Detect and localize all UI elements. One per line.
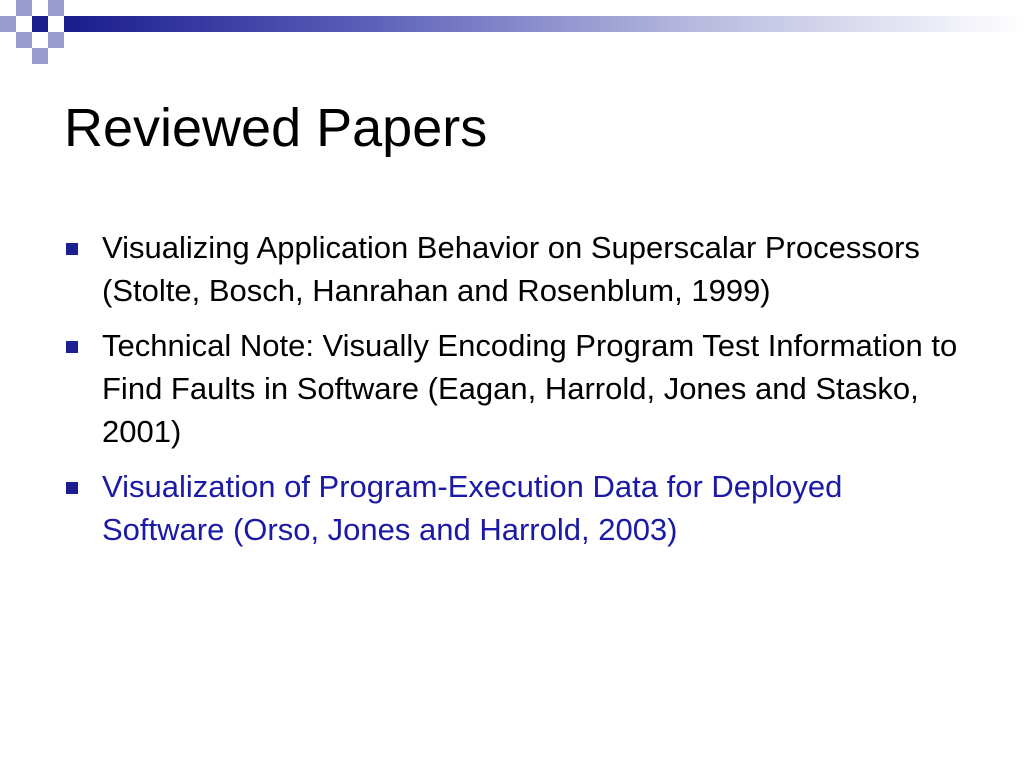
decorative-square	[32, 48, 48, 64]
bullet-text: Visualizing Application Behavior on Superscalar Processors (Stolte, Bosch, Hanrahan and Rosenblum, 1999)	[102, 230, 920, 308]
slide-title: Reviewed Papers	[64, 98, 488, 158]
bullet-list	[64, 226, 964, 563]
header-gradient-bar	[80, 16, 1024, 32]
bullet-link-text[interactable]: Visualization of Program-Execution Data for Deployed Software (Orso, Jones and Harrold, 2003)	[102, 469, 843, 547]
square-bullet-icon	[66, 243, 78, 255]
decorative-square	[32, 16, 48, 32]
bullet-item-stolte-1999	[64, 226, 964, 312]
decorative-square	[64, 16, 80, 32]
decorative-square	[0, 16, 16, 32]
bullet-item-eagan-2001	[64, 324, 964, 453]
decorative-square	[16, 32, 32, 48]
decorative-square	[48, 0, 64, 16]
decorative-square	[48, 32, 64, 48]
bullet-item-orso-2003[interactable]	[64, 465, 964, 551]
square-bullet-icon	[66, 482, 78, 494]
bullet-text: Technical Note: Visually Encoding Program Test Information to Find Faults in Software (Eagan, Harrold, Jones and Stasko, 2001)	[102, 328, 958, 449]
square-bullet-icon	[66, 341, 78, 353]
header-decoration	[0, 0, 1024, 70]
decorative-square	[16, 0, 32, 16]
